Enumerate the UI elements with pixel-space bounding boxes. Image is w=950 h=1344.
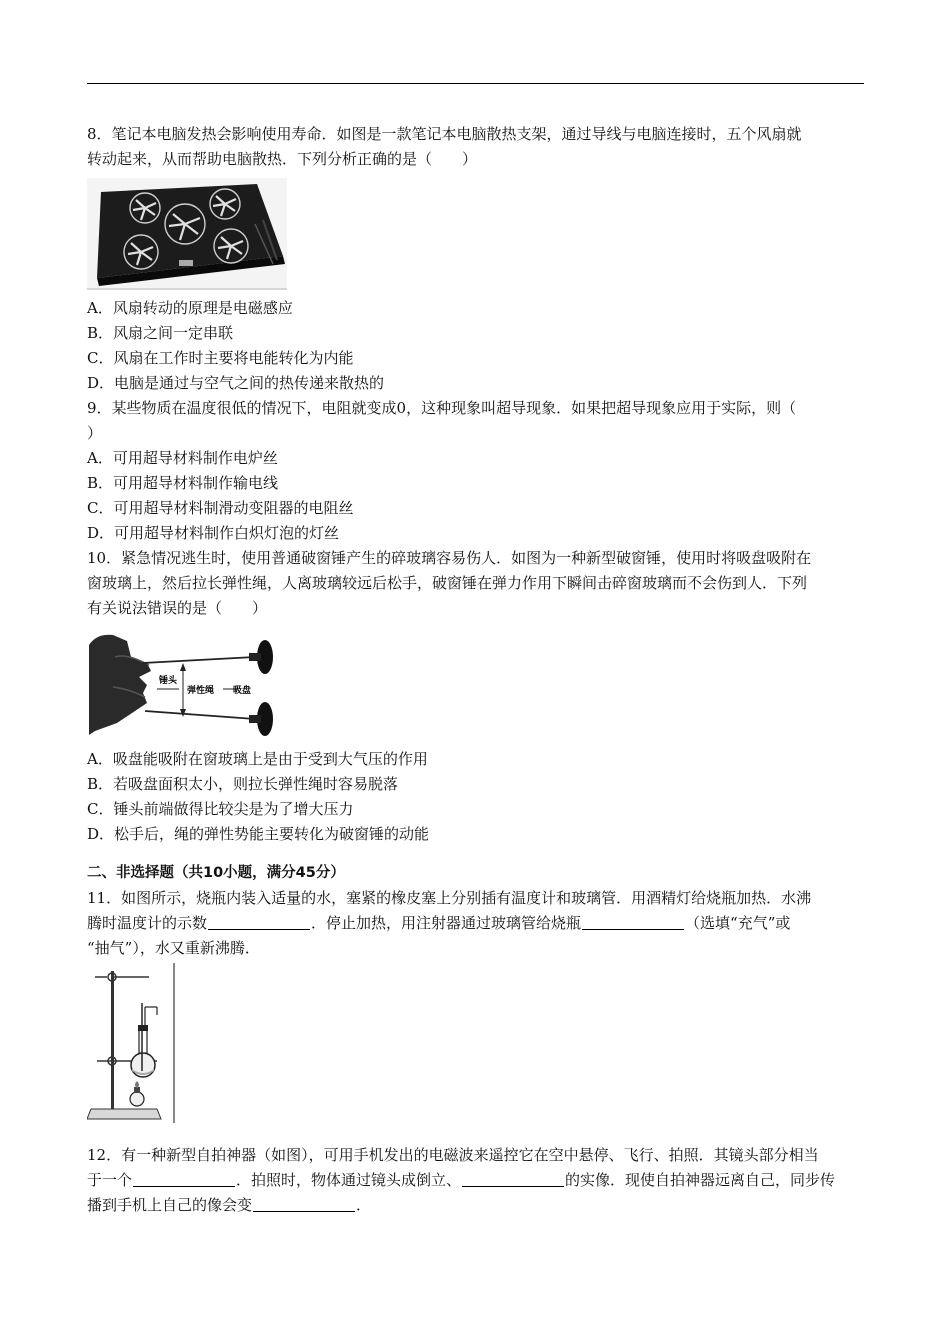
q12-line-3 [87, 1193, 867, 1218]
q11-line-3: “抽气”），水又重新沸腾． [87, 939, 260, 957]
q12-blank-1[interactable] [133, 1171, 235, 1187]
q11-blank-1[interactable] [208, 914, 310, 930]
q9-option-b: B．可用超导材料制作输电线 [87, 474, 279, 492]
q12-blank-3[interactable] [253, 1196, 355, 1212]
q12-blank-2[interactable] [462, 1171, 564, 1187]
question-11 [87, 886, 867, 1123]
q8-stem-line-1: 8．笔记本电脑发热会影响使用寿命．如图是一款笔记本电脑散热支架，通过导线与电脑连接时，五个风扇就 [87, 125, 802, 143]
q9-option-a: A．可用超导材料制作电炉丝 [87, 449, 278, 467]
section-2-title: 二、非选择题（共10小题，满分45分） [87, 865, 345, 881]
question-10 [87, 546, 867, 847]
q10-stem-line-2: 窗玻璃上，然后拉长弹性绳，人离玻璃较远后松手，破窗锤在弹力作用下瞬间击碎窗玻璃而不会伤到人．下列 [87, 574, 808, 592]
q10-option-d: D．松手后，绳的弹性势能主要转化为破窗锤的动能 [87, 825, 430, 843]
q9-option-c: C．可用超导材料制滑动变阻器的电阻丝 [87, 499, 354, 517]
q11-line-2-part-b: ．停止加热，用注射器通过玻璃管给烧瓶 [311, 914, 582, 932]
header-rule [87, 83, 864, 84]
question-12 [87, 1143, 867, 1218]
q9-stem-line-2: ） [87, 424, 103, 442]
q11-line-2 [87, 911, 867, 936]
q8-option-a: A．风扇转动的原理是电磁感应 [87, 299, 293, 317]
laptop-cooler-figure [87, 178, 287, 290]
boiling-flask-apparatus-figure [87, 963, 177, 1123]
q11-line-1: 11．如图所示，烧瓶内装入适量的水，塞紧的橡皮塞上分别插有温度计和玻璃管．用酒精灯给烧瓶加热．水沸 [87, 889, 812, 907]
q8-option-c: C．风扇在工作时主要将电能转化为内能 [87, 349, 354, 367]
q11-line-2-part-a: 腾时温度计的示数 [87, 914, 208, 932]
label-rope: 弹性绳 [187, 686, 215, 696]
q12-line-1: 12．有一种新型自拍神器（如图），可用手机发出的电磁波来遥控它在空中悬停、飞行、拍照．其镜头部分相当 [87, 1146, 819, 1164]
q10-option-b: B．若吸盘面积太小，则拉长弹性绳时容易脱落 [87, 775, 399, 793]
q10-option-a: A．吸盘能吸附在窗玻璃上是由于受到大气压的作用 [87, 750, 428, 768]
question-8 [87, 122, 867, 396]
q12-line-2 [87, 1168, 867, 1193]
q10-stem-line-1: 10．紧急情况逃生时，使用普通破窗锤产生的碎玻璃容易伤人．如图为一种新型破窗锤，使用时将吸盘吸附在 [87, 549, 812, 567]
q10-option-c: C．锤头前端做得比较尖是为了增大压力 [87, 800, 354, 818]
window-breaker-figure [87, 627, 277, 739]
q12-line-2-part-b: ．拍照时，物体通过镜头成倒立、 [236, 1171, 462, 1189]
q11-line-2-part-c: （选填“充气”或 [685, 914, 791, 932]
q12-line-2-part-a: 于一个 [87, 1171, 133, 1189]
q9-option-d: D．可用超导材料制作白炽灯泡的灯丝 [87, 524, 340, 542]
q12-line-3-part-a: 播到手机上自己的像会变 [87, 1196, 253, 1214]
document-body [87, 122, 867, 1218]
q11-blank-2[interactable] [582, 914, 684, 930]
q10-stem-line-3: 有关说法错误的是（ ） [87, 599, 268, 617]
question-9 [87, 396, 867, 546]
q12-line-3-part-b: ． [356, 1196, 372, 1214]
q8-option-b: B．风扇之间一定串联 [87, 324, 234, 342]
label-hammer: 锤头 [159, 676, 178, 686]
q8-stem-line-2: 转动起来，从而帮助电脑散热．下列分析正确的是（ ） [87, 150, 478, 168]
q12-line-2-part-c: 的实像．现使自拍神器远离自己，同步传 [565, 1171, 836, 1189]
q9-stem-line-1: 9．某些物质在温度很低的情况下，电阻就变成0，这种现象叫超导现象．如果把超导现象应用于实际，则（ [87, 399, 797, 417]
q8-option-d: D．电脑是通过与空气之间的热传递来散热的 [87, 374, 385, 392]
label-suction-cup: 吸盘 [233, 686, 252, 696]
